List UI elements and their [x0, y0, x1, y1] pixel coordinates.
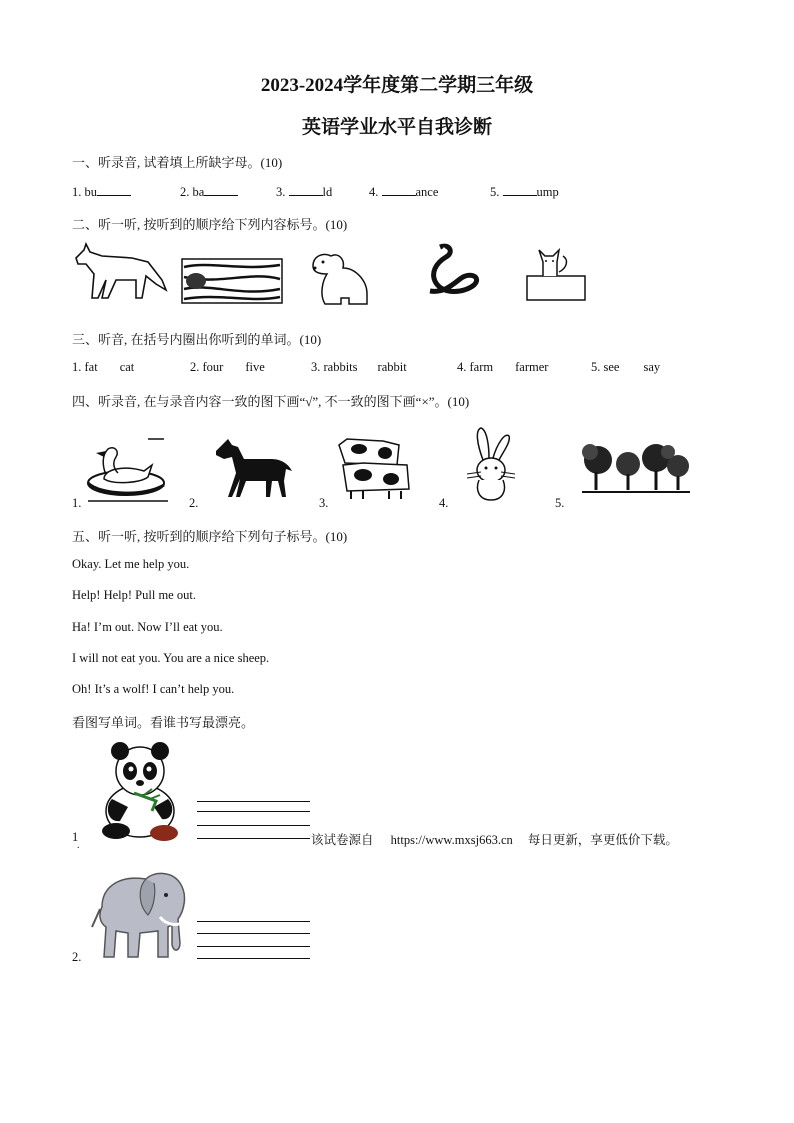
word-choice[interactable]: say: [643, 360, 661, 374]
s3-item-4: [457, 360, 548, 375]
section2-heading: 二、听一听, 按听到的顺序给下列内容标号。(10): [72, 217, 348, 232]
writing-line[interactable]: [197, 801, 310, 802]
watermark-prefix: 该试卷源自: [311, 833, 374, 847]
watermark-link[interactable]: https://www.mxsj663.cn: [390, 833, 513, 847]
sentence-5: Oh! It’s a wolf! I can’t help you.: [72, 682, 235, 696]
writing-line[interactable]: [197, 946, 310, 947]
word-choice[interactable]: farmer: [515, 360, 549, 374]
section1-heading: 一、听录音, 试着填上所缺字母。(10): [72, 155, 283, 170]
s4-label-4: 4.: [439, 496, 449, 510]
sentence-1: Okay. Let me help you.: [72, 557, 190, 571]
word-choice[interactable]: five: [245, 360, 265, 374]
writing-line[interactable]: [197, 825, 310, 826]
page-title: 2023-2024学年度第二学期三年级: [260, 75, 534, 96]
elephant-picture: [88, 865, 194, 963]
s4-label-3: 3.: [319, 496, 329, 510]
trees-picture: [578, 440, 694, 498]
word-choice[interactable]: 2. four: [190, 360, 224, 374]
word-choice[interactable]: cat: [119, 360, 135, 374]
item-1-dot: .: [77, 840, 80, 851]
section3-heading: 三、听音, 在括号内圈出你听到的单词。(10): [72, 332, 322, 347]
s1-item-2: 2. ba: [180, 183, 238, 200]
writing-line[interactable]: [197, 921, 310, 922]
snake-picture: [420, 243, 486, 307]
page-subtitle: 英语学业水平自我诊断: [301, 117, 492, 138]
polar-bear-picture: [305, 250, 373, 308]
item-2-number: 2.: [72, 950, 82, 964]
log-picture: [180, 255, 284, 307]
horse-picture: [210, 437, 296, 501]
s1-item-3: 3. ld: [276, 185, 333, 199]
s4-label-2: 2.: [189, 496, 199, 510]
writing-line[interactable]: [197, 958, 310, 959]
answer-blank[interactable]: [204, 183, 238, 196]
sentence-4: I will not eat you. You are a nice sheep.: [72, 651, 270, 665]
word-choice[interactable]: 1. fat: [72, 360, 98, 374]
s3-item-2: [190, 360, 265, 375]
item-1-number: 1: [72, 830, 79, 844]
watermark-suffix: 每日更新，享更低价下载。: [527, 833, 678, 847]
section5-heading: 五、听一听, 按听到的顺序给下列句子标号。(10): [72, 529, 348, 544]
sentence-3: Ha! I’m out. Now I’ll eat you.: [72, 620, 223, 634]
writing-line[interactable]: [197, 933, 310, 934]
panda-picture: [94, 741, 186, 841]
s1-item-5: 5. ump: [490, 185, 559, 199]
cows-picture: [333, 435, 413, 501]
word-choice[interactable]: 3. rabbits: [311, 360, 358, 374]
writing-line[interactable]: [197, 838, 310, 839]
sentence-2: Help! Help! Pull me out.: [72, 588, 196, 602]
s1-item-1: 1. bu: [72, 183, 131, 200]
s3-item-5: [591, 360, 660, 375]
section6-heading: 看图写单词。看谁书写最漂亮。: [72, 715, 255, 730]
answer-blank[interactable]: [289, 183, 323, 196]
duck-picture: [84, 435, 168, 505]
watermark: [311, 830, 678, 848]
word-choice[interactable]: 5. see: [591, 360, 620, 374]
answer-blank[interactable]: [503, 183, 537, 196]
section4-heading: 四、听录音, 在与录音内容一致的图下画“√”, 不一致的图下画“×”。(10): [72, 394, 470, 409]
s3-item-3: [311, 360, 407, 375]
rabbit-picture: [457, 424, 521, 504]
cat-on-box-picture: [523, 242, 593, 304]
answer-blank[interactable]: [97, 183, 131, 196]
word-choice[interactable]: 4. farm: [457, 360, 494, 374]
s1-item-4: 4. ance: [369, 185, 439, 199]
writing-line[interactable]: [197, 811, 310, 812]
word-choice[interactable]: rabbit: [377, 360, 407, 374]
answer-blank[interactable]: [382, 183, 416, 196]
s3-item-1: [72, 360, 134, 375]
s4-label-1: 1.: [72, 496, 82, 510]
s4-label-5: 5.: [555, 496, 565, 510]
wolf-picture: [72, 240, 170, 302]
